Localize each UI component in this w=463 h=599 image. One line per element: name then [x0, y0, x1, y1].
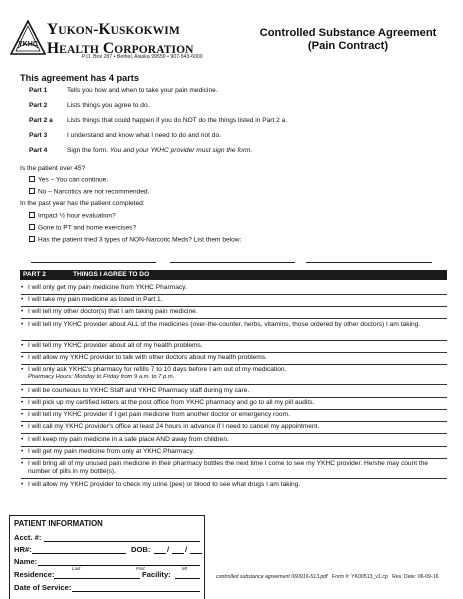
agreement-item: • I will take my pain medicine as listed in Part 1.: [21, 296, 163, 303]
agreement-item: • I will keep my pain medicine in a safe place AND away from children.: [21, 436, 229, 443]
agreement-item: • I will get my pain medicine from only at YKHC Pharmacy.: [21, 448, 195, 455]
checkbox[interactable]: [29, 212, 35, 218]
option-no[interactable]: No – Narcotics are not recommended.: [29, 188, 149, 196]
agreement-item: • I will be courteous to YKHC Staff and YKHC Pharmacy staff during my care.: [21, 387, 250, 394]
agreement-item: • I will tell my other doctor(s) that I am taking pain medicine.: [21, 308, 198, 315]
checkbox[interactable]: [29, 188, 35, 194]
footer-form-number: Form #: YK00513_v1.cp: [331, 574, 388, 580]
date-of-service-field[interactable]: [72, 591, 200, 592]
part-row: Part 1 Tells you how and when to take your pain medicine.: [29, 87, 218, 94]
name-field[interactable]: [38, 565, 200, 566]
dob-day-field[interactable]: [172, 553, 184, 554]
part-row: Part 4 Sign the form. You and your YKHC provider must sign the form.: [29, 147, 253, 154]
residence-field[interactable]: [54, 578, 140, 579]
question-past-year: In the past year has the patient completed:: [20, 200, 145, 207]
footer: [216, 574, 438, 580]
divider: [21, 364, 447, 365]
divider: [21, 340, 447, 341]
divider: [21, 433, 447, 434]
dob-separator: /: [185, 545, 188, 554]
acct-label: Acct. #:: [14, 533, 42, 542]
divider: [21, 306, 447, 307]
medication-line-3[interactable]: [306, 262, 432, 263]
name-mi-caption: MI: [182, 566, 187, 571]
divider: [21, 421, 447, 422]
dob-separator: /: [167, 545, 170, 554]
divider: [21, 397, 447, 398]
part-row: Part 3 I understand and know what I need to do and not do.: [29, 132, 221, 139]
option-yes[interactable]: Yes – You can continue.: [29, 176, 108, 184]
divider: [21, 384, 447, 385]
option-impact-evaluation[interactable]: Impact ½ hour evaluation?: [29, 212, 116, 220]
divider: [21, 446, 447, 447]
medication-line-1[interactable]: [31, 262, 156, 263]
dob-year-field[interactable]: [190, 553, 202, 554]
name-label: Name:: [14, 557, 38, 566]
divider: [21, 352, 447, 353]
part-row: Part 2 a Lists things that could happen if you do NOT do the things listed in Part 2 a.: [29, 117, 288, 124]
agreement-item: • I will call my YKHC provider's office at least 24 hours in advance if I need to cancel my appointment.: [21, 423, 320, 430]
part-row: Part 2 Lists things you agree to do.: [29, 102, 150, 109]
medication-line-2[interactable]: [170, 262, 295, 263]
agreement-item: • I will allow my YKHC provider to talk with other doctors about my health problems.: [21, 354, 267, 361]
patient-info-title: PATIENT INFORMATION: [14, 519, 103, 528]
agreement-item: • I will tell my YKHC provider about ALL of the medicines (over-the-counter, herbs, vitamins, those ordered by other doctors) I am taking.: [21, 321, 421, 328]
question-over-45: Is the patient over 45?: [20, 165, 86, 172]
logo-text: YKHC: [18, 41, 38, 48]
facility-label: Facility:: [142, 570, 171, 579]
pharmacy-hours-note: Pharmacy Hours: Monday to Friday from 9 a.m. to 7 p.m.: [28, 374, 175, 380]
agreement-item: • I will only ask YKHC's pharmacy for refills 7 to 10 days before I am out of my medication. Pharmacy Hours: Monday to Friday from 9 a.m. to 7 p.m.: [21, 366, 451, 381]
divider: [21, 294, 447, 295]
option-physical-therapy[interactable]: Gone to PT and home exercises?: [29, 224, 136, 232]
footer-revision-date: Rev. Date: 06-09-16: [392, 574, 439, 580]
divider: [21, 409, 447, 410]
name-first-caption: First: [136, 566, 145, 571]
agreement-item: • I will only get my pain medicine from YKHC Pharmacy.: [21, 284, 187, 291]
organization-address: P.O. Box 287 • Bethel, Alaska 99559 • 907-543-6000: [82, 54, 203, 60]
hr-label: HR#:: [14, 545, 32, 554]
date-of-service-label: Date of Service:: [14, 583, 72, 592]
checkbox[interactable]: [29, 176, 35, 182]
facility-field[interactable]: [175, 578, 200, 579]
parts-heading: This agreement has 4 parts: [20, 73, 139, 83]
residence-label: Residence:: [14, 570, 55, 579]
agreement-item: • I will allow my YKHC provider to check my urine (pee) or blood to see what drugs I am taking.: [21, 481, 301, 488]
dob-label: DOB:: [131, 545, 151, 554]
footer-filename: controlled substance agreement 060916-513.pdf: [216, 574, 328, 580]
ykhc-logo: [10, 20, 46, 56]
document-title: Controlled Substance Agreement (Pain Contract): [259, 27, 437, 52]
divider: [21, 458, 447, 459]
agreement-item: • I will pick up my certified letters at the post office from YKHC pharmacy and go to all my pill audits.: [21, 399, 315, 406]
agreement-item: • I will tell my YKHC provider about all of my health problems.: [21, 342, 203, 349]
option-non-narcotic-meds[interactable]: Has the patient tried 3 types of NON-Narcotic Meds? List them below:: [29, 236, 241, 244]
acct-field[interactable]: [44, 541, 200, 542]
dob-month-field[interactable]: [154, 553, 166, 554]
organization-name: YUKON-KUSKOKWIM HEALTH CORPORATION: [47, 21, 194, 57]
hr-field[interactable]: [32, 553, 126, 554]
agreement-item: • I will tell my YKHC provider if I get pain medicine from another doctor or emergency room.: [21, 411, 290, 418]
divider: [21, 318, 447, 319]
divider: [21, 478, 447, 479]
checkbox[interactable]: [29, 224, 35, 230]
checkbox[interactable]: [29, 236, 35, 242]
name-last-caption: Last: [72, 566, 81, 571]
agreement-item: • I will bring all of my unused pain medicine in their pharmacy bottles the next time I come to see my YKHC provider. He/she may count the number of pills in my bottle(s).: [21, 460, 429, 475]
section-header-part-2: PART 2 THINGS I AGREE TO DO: [20, 270, 447, 280]
